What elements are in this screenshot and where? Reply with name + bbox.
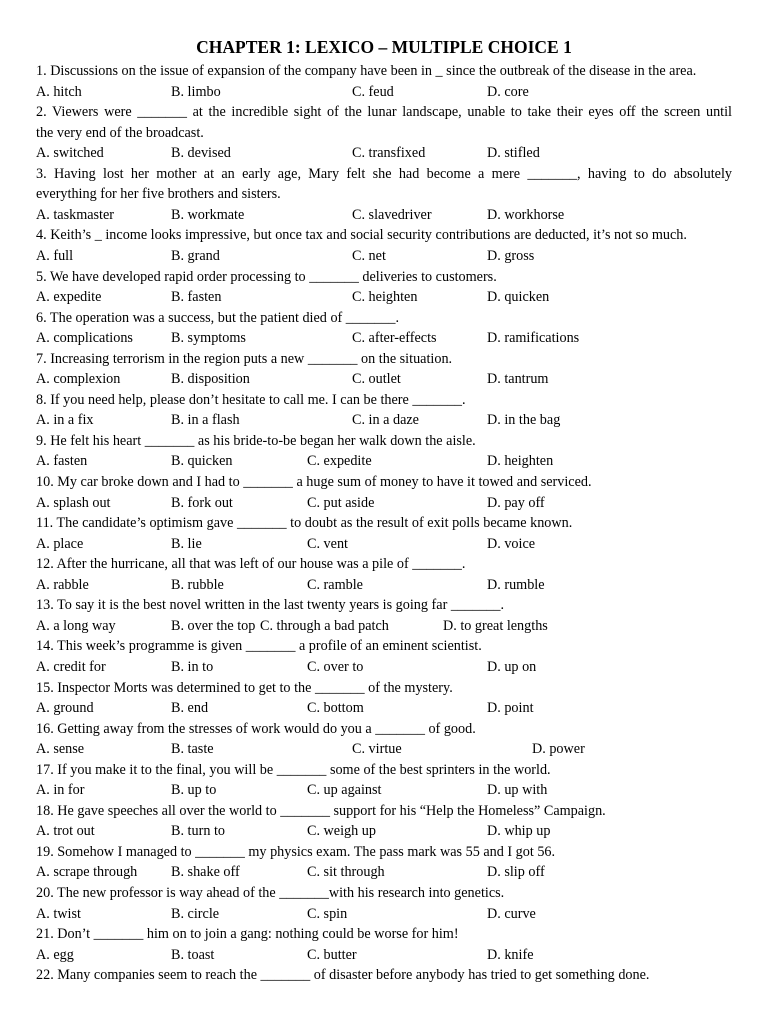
answer-option: B. quicken bbox=[171, 453, 233, 470]
question-text: 16. Getting away from the stresses of work would do you a _______ of good. bbox=[36, 720, 476, 737]
answer-option: A. full bbox=[36, 247, 74, 264]
answer-option: B. up to bbox=[171, 782, 217, 799]
answer-option: B. over the top bbox=[171, 617, 256, 634]
answer-option: D. workhorse bbox=[487, 206, 565, 223]
answer-option: A. trot out bbox=[36, 823, 95, 840]
question-text: 6. The operation was a success, but the patient died of _______. bbox=[36, 309, 400, 326]
question-text: 22. Many companies seem to reach the _______ of disaster before anybody has tried to get something done. bbox=[36, 967, 650, 984]
answer-option: A. place bbox=[36, 535, 84, 552]
answer-option: B. fasten bbox=[171, 289, 222, 306]
answer-option: B. turn to bbox=[171, 823, 225, 840]
answer-option: B. taste bbox=[171, 741, 214, 758]
question-text: 17. If you make it to the final, you will be _______ some of the best sprinters in the world. bbox=[36, 761, 551, 778]
answer-option: B. workmate bbox=[171, 206, 245, 223]
answer-option: D. power bbox=[532, 741, 585, 758]
answer-option: B. circle bbox=[171, 905, 220, 922]
question-text: 7. Increasing terrorism in the region puts a new _______ on the situation. bbox=[36, 350, 453, 367]
question-text: the very end of the broadcast. bbox=[36, 124, 204, 141]
answer-option: A. egg bbox=[36, 946, 74, 963]
question-text: everything for her five brothers and sisters. bbox=[36, 186, 281, 203]
answer-option: C. weigh up bbox=[307, 823, 376, 840]
answer-option: B. limbo bbox=[171, 83, 221, 100]
answer-option: D. heighten bbox=[487, 453, 554, 470]
answer-option: D. to great lengths bbox=[443, 617, 548, 634]
answer-option: D. gross bbox=[487, 247, 535, 264]
answer-option: B. toast bbox=[171, 946, 215, 963]
answer-option: B. in to bbox=[171, 658, 214, 675]
answer-option: C. heighten bbox=[352, 289, 418, 306]
answer-option: D. up on bbox=[487, 658, 537, 675]
answer-option: A. a long way bbox=[36, 617, 116, 634]
answer-option: D. tantrum bbox=[487, 371, 549, 388]
answer-option: B. grand bbox=[171, 247, 220, 264]
answer-option: C. over to bbox=[307, 658, 364, 675]
answer-option: B. symptoms bbox=[171, 330, 246, 347]
question-text: 12. After the hurricane, all that was left of our house was a pile of _______. bbox=[36, 556, 466, 573]
answer-option: D. slip off bbox=[487, 864, 545, 881]
answer-option: D. in the bag bbox=[487, 412, 561, 429]
answer-option: D. point bbox=[487, 700, 534, 717]
question-text: 3. Having lost her mother at an early age, Mary felt she had become a mere _______, having to do absolutely bbox=[36, 165, 732, 182]
answer-option: A. complications bbox=[36, 330, 133, 347]
answer-option: A. switched bbox=[36, 145, 104, 162]
question-text: 19. Somehow I managed to _______ my physics exam. The pass mark was 55 and I got 56. bbox=[36, 843, 556, 860]
answer-option: D. core bbox=[487, 83, 529, 100]
answer-option: B. rubble bbox=[171, 576, 224, 593]
question-text: 15. Inspector Morts was determined to get to the _______ of the mystery. bbox=[36, 679, 453, 696]
answer-option: A. in a fix bbox=[36, 412, 94, 429]
answer-option: B. lie bbox=[171, 535, 202, 552]
answer-option: D. stifled bbox=[487, 145, 540, 162]
answer-option: D. up with bbox=[487, 782, 548, 799]
answer-option: C. vent bbox=[307, 535, 348, 552]
question-text: 2. Viewers were _______ at the incredible sight of the lunar landscape, unable to take their eyes off the screen until bbox=[36, 104, 732, 121]
question-text: 14. This week’s programme is given _______ a profile of an eminent scientist. bbox=[36, 638, 482, 655]
question-text: 21. Don’t _______ him on to join a gang: nothing could be worse for him! bbox=[36, 926, 459, 943]
answer-option: C. bottom bbox=[307, 700, 364, 717]
answer-option: B. fork out bbox=[171, 494, 233, 511]
answer-option: C. virtue bbox=[352, 741, 402, 758]
answer-option: A. in for bbox=[36, 782, 85, 799]
answer-option: C. ramble bbox=[307, 576, 363, 593]
answer-option: C. spin bbox=[307, 905, 348, 922]
question-text: 18. He gave speeches all over the world to _______ support for his “Help the Homeless” Campaign. bbox=[36, 802, 606, 819]
answer-option: D. whip up bbox=[487, 823, 551, 840]
answer-option: B. shake off bbox=[171, 864, 240, 881]
answer-option: B. end bbox=[171, 700, 209, 717]
question-text: 20. The new professor is way ahead of the _______with his research into genetics. bbox=[36, 885, 505, 901]
answer-option: A. twist bbox=[36, 905, 81, 922]
answer-option: A. rabble bbox=[36, 576, 89, 593]
answer-option: A. fasten bbox=[36, 453, 88, 470]
answer-option: C. sit through bbox=[307, 864, 385, 881]
answer-option: A. splash out bbox=[36, 494, 111, 511]
question-text: 11. The candidate’s optimism gave _______ to doubt as the result of exit polls became known. bbox=[36, 515, 573, 532]
answer-option: D. rumble bbox=[487, 576, 545, 593]
answer-option: A. expedite bbox=[36, 289, 102, 306]
answer-option: B. disposition bbox=[171, 371, 250, 388]
answer-option: A. ground bbox=[36, 700, 94, 717]
answer-option: D. curve bbox=[487, 905, 536, 922]
answer-option: B. in a flash bbox=[171, 412, 240, 429]
answer-option: A. taskmaster bbox=[36, 206, 115, 223]
question-text: 13. To say it is the best novel written in the last twenty years is going far _______. bbox=[36, 597, 505, 614]
answer-option: C. up against bbox=[307, 782, 382, 799]
answer-option: C. after-effects bbox=[352, 330, 437, 347]
answer-option: A. sense bbox=[36, 741, 85, 758]
answer-option: C. through a bad patch bbox=[260, 617, 389, 634]
answer-option: C. feud bbox=[352, 83, 394, 100]
answer-option: C. expedite bbox=[307, 453, 372, 470]
answer-option: C. put aside bbox=[307, 494, 375, 511]
answer-option: D. pay off bbox=[487, 494, 545, 511]
answer-option: A. hitch bbox=[36, 83, 82, 100]
question-text: 10. My car broke down and I had to _______ a huge sum of money to have it towed and serviced. bbox=[36, 474, 592, 490]
answer-option: B. devised bbox=[171, 145, 231, 162]
question-text: 9. He felt his heart _______ as his bride-to-be began her walk down the aisle. bbox=[36, 432, 476, 449]
question-text: 5. We have developed rapid order processing to _______ deliveries to customers. bbox=[36, 268, 497, 285]
answer-option: A. complexion bbox=[36, 371, 121, 388]
answer-option: D. knife bbox=[487, 946, 534, 963]
page-title: CHAPTER 1: LEXICO – MULTIPLE CHOICE 1 bbox=[196, 37, 572, 57]
answer-option: C. butter bbox=[307, 946, 357, 963]
answer-option: D. voice bbox=[487, 535, 536, 552]
answer-option: C. net bbox=[352, 247, 386, 264]
answer-option: A. scrape through bbox=[36, 864, 138, 881]
answer-option: C. outlet bbox=[352, 371, 401, 388]
answer-option: A. credit for bbox=[36, 658, 106, 675]
answer-option: D. quicken bbox=[487, 289, 550, 306]
question-text: 8. If you need help, please don’t hesitate to call me. I can be there _______. bbox=[36, 391, 466, 408]
answer-option: D. ramifications bbox=[487, 330, 580, 347]
answer-option: C. transfixed bbox=[352, 145, 426, 162]
question-text: 1. Discussions on the issue of expansion of the company have been in _ since the outbreak of the disease in the area. bbox=[36, 63, 697, 79]
answer-option: C. slavedriver bbox=[352, 206, 432, 223]
question-text: 4. Keith’s _ income looks impressive, but once tax and social security contributions are deducted, it’s not so much. bbox=[36, 227, 687, 244]
answer-option: C. in a daze bbox=[352, 412, 419, 429]
